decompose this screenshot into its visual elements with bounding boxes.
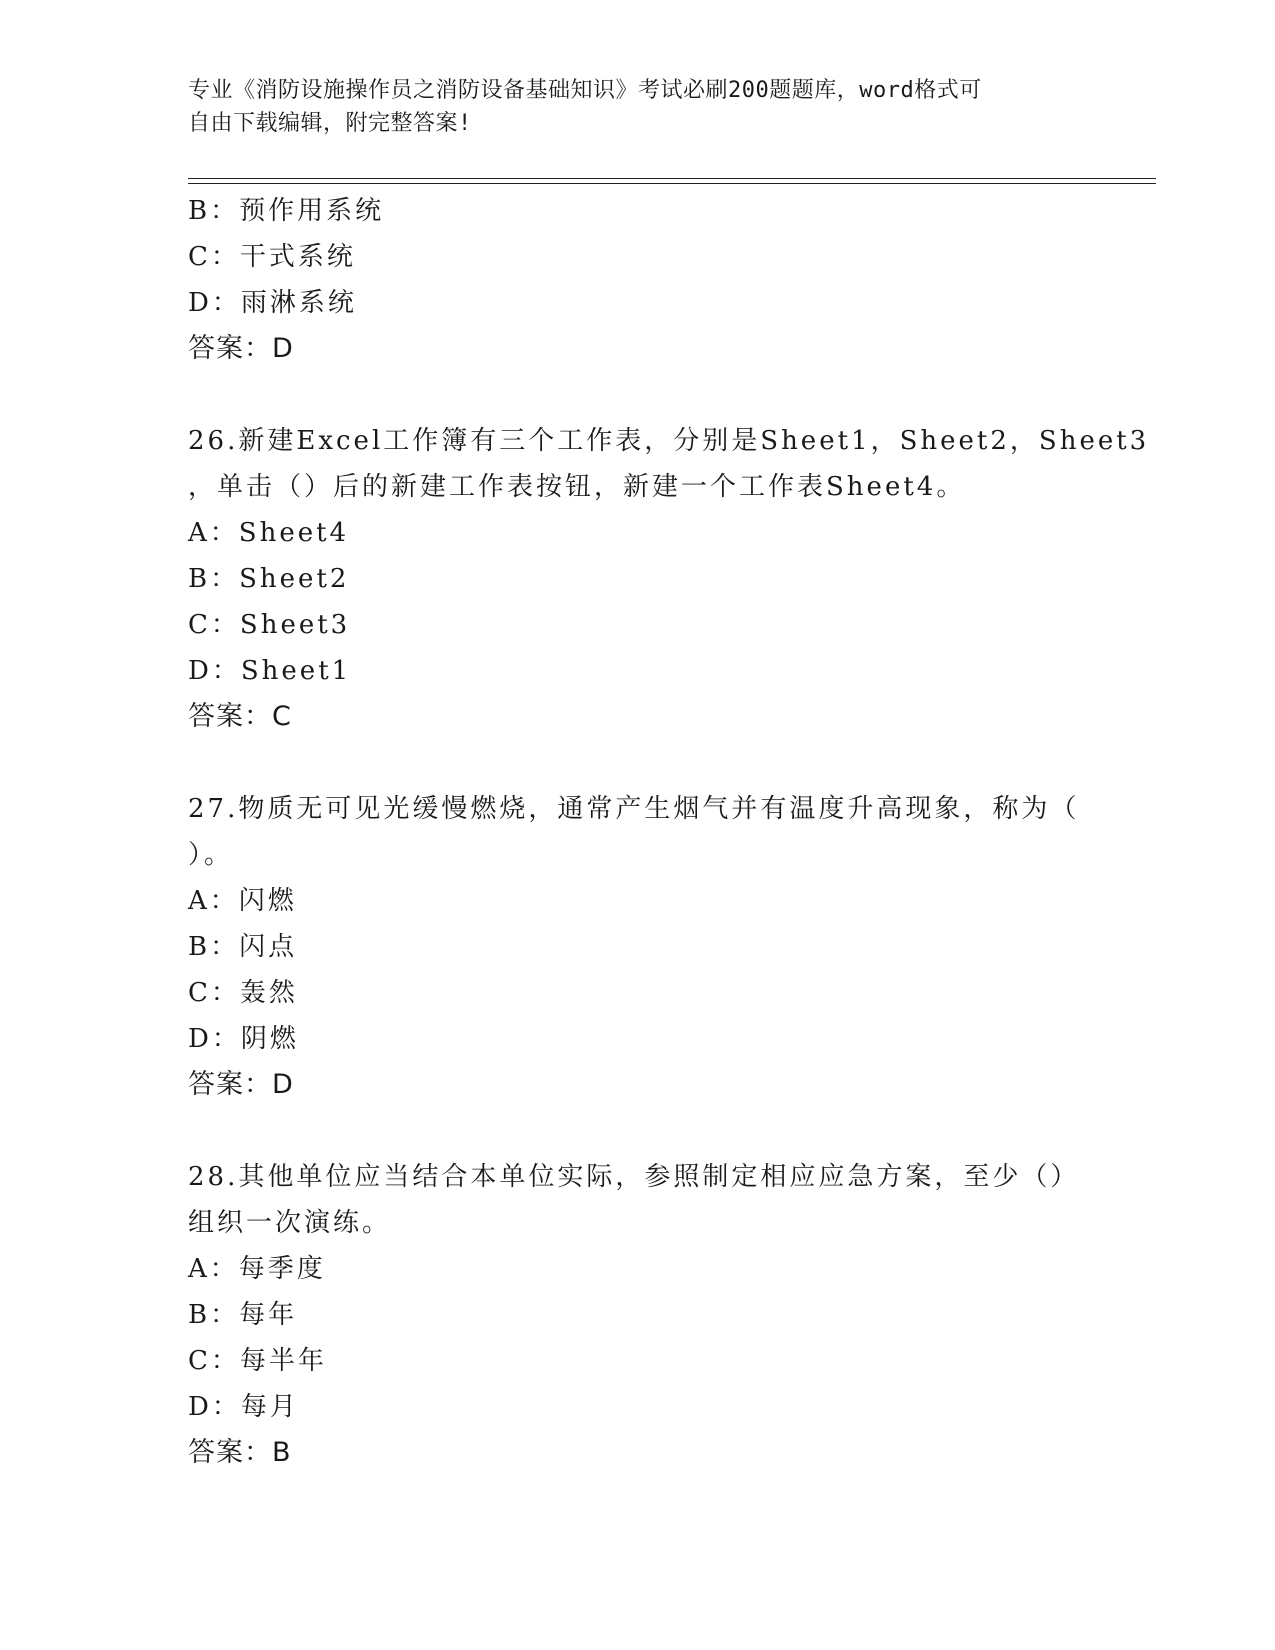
option-key: B： [188,196,240,226]
option-b [188,924,1088,970]
header-title-line-1: 专业《消防设施操作员之消防设备基础知识》考试必刷200题题库，word格式可 [188,78,982,103]
answer-label: 答案： [188,333,272,364]
question-stem-line-1: 27.物质无可见光缓慢燃烧，通常产生烟气并有温度升高现象，称为（ [188,794,1080,824]
option-d [188,1016,1088,1062]
question-stem-line-1: 26.新建Excel工作簿有三个工作表，分别是Sheet1，Sheet2，Sheet3 [188,426,1150,456]
option-text: 闪点 [239,932,298,962]
option-text: 干式系统 [239,242,356,272]
option-d [188,648,1088,694]
question-28 [188,1154,1088,1476]
option-text: 雨淋系统 [240,288,357,318]
question-list [188,188,1150,1476]
answer-label: 答案： [188,1069,272,1100]
header-title-line-2: 自由下载编辑，附完整答案! [188,111,472,136]
question-gap [188,740,1088,786]
option-c [188,1338,1088,1384]
question-stem-line-2: ，单击（）后的新建工作表按钮，新建一个工作表Sheet4。 [188,472,966,502]
answer-value: D [272,1069,294,1100]
option-key: B： [188,932,240,962]
option-a [188,510,1088,556]
option-text: 预作用系统 [239,196,385,226]
question-stem-line-2: ）。 [188,840,234,870]
question-26 [188,418,1150,740]
option-key: A： [188,518,239,548]
option-key: C： [188,1346,240,1376]
option-b [188,1292,1088,1338]
header-rule-bottom [188,183,1156,184]
option-text: Sheet1 [240,656,352,686]
question-27 [188,786,1088,1108]
option-d [188,280,1088,326]
answer-label: 答案： [188,701,272,732]
option-text: Sheet2 [239,564,350,594]
option-key: C： [188,978,240,1008]
answer-label: 答案： [188,1437,272,1468]
option-c [188,970,1088,1016]
option-text: 阴燃 [240,1024,299,1054]
carryover-question [188,188,1088,372]
option-key: A： [188,1254,239,1284]
option-key: D： [188,1392,241,1422]
option-key: C： [188,242,240,272]
option-a [188,1246,1088,1292]
option-d [188,1384,1088,1430]
option-text: Sheet4 [238,518,350,548]
question-stem-line-1: 28.其他单位应当结合本单位实际，参照制定相应应急方案，至少（） [188,1162,1080,1192]
option-text: 闪燃 [238,886,297,916]
option-b [188,556,1088,602]
question-stem-line-2: 组织一次演练。 [188,1208,392,1238]
answer-line [188,1062,1088,1108]
option-text: 每月 [240,1392,299,1422]
option-key: B： [188,1300,240,1330]
answer-value: B [272,1437,292,1468]
answer-value: D [272,333,294,364]
option-text: 每季度 [238,1254,326,1284]
option-key: C： [188,610,240,640]
option-c [188,602,1088,648]
option-key: D： [188,656,241,686]
option-key: D： [188,1024,241,1054]
option-key: B： [188,564,240,594]
option-text: Sheet3 [239,610,351,640]
option-text: 轰然 [239,978,298,1008]
answer-value: C [272,701,292,732]
answer-line [188,694,1088,740]
answer-line [188,1430,1088,1476]
question-gap [188,372,1088,418]
question-gap [188,1108,1088,1154]
option-b [188,188,1088,234]
option-key: A： [188,886,239,916]
option-key: D： [188,288,241,318]
answer-line [188,326,1088,372]
header-rule-top [188,178,1156,179]
option-text: 每年 [239,1300,298,1330]
option-text: 每半年 [239,1346,327,1376]
option-c [188,234,1088,280]
document-header [188,74,1068,140]
option-a [188,878,1088,924]
